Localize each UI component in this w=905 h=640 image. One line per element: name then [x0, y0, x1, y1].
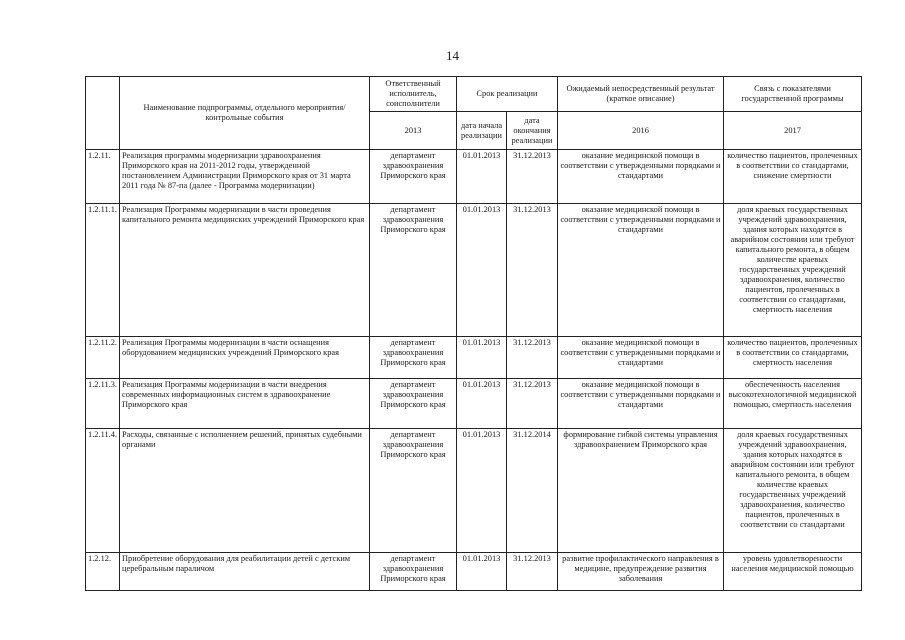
row-indicator-link: количество пациентов, пролеченных в соответствии со стандартами, снижение смертности	[724, 150, 862, 204]
row-start-date: 01.01.2013	[457, 150, 507, 204]
code-header	[86, 77, 120, 150]
row-responsible: департамент здравоохранения Приморского края	[370, 337, 457, 379]
row-name: Расходы, связанные с исполнением решений, принятых судебными органами	[120, 429, 370, 553]
row-responsible: департамент здравоохранения Приморского края	[370, 379, 457, 429]
row-code: 1.2.11.3.	[86, 379, 120, 429]
row-result: формирование гибкой системы управления здравоохранением Приморского края	[558, 429, 724, 553]
row-result: развитие профилактического направления в медицине, предупреждение развития заболевания	[558, 553, 724, 591]
row-indicator-link: количество пациентов, пролеченных в соответствии со стандартами, смертность населения	[724, 337, 862, 379]
row-end-date: 31.12.2013	[507, 553, 558, 591]
table-row	[86, 429, 862, 553]
year-2016-header: 2016	[558, 112, 724, 150]
table-row	[86, 150, 862, 204]
row-end-date: 31.12.2013	[507, 379, 558, 429]
row-responsible: департамент здравоохранения Приморского края	[370, 553, 457, 591]
row-code: 1.2.11.	[86, 150, 120, 204]
row-start-date: 01.01.2013	[457, 337, 507, 379]
row-result: оказание медицинской помощи в соответствии с утвержденными порядками и стандартами	[558, 204, 724, 337]
row-name: Реализация Программы модернизации в части проведения капитального ремонта медицинских учреждений Приморского края	[120, 204, 370, 337]
row-indicator-link: доля краевых государственных учреждений здравоохранения, здания которых находятся в аварийном состоянии или требуют капитального ремонта, в общем количестве краевых государственных учреждений здравоохранения, количество пациентов, пролеченных в соответствии со стандартами, смертность населения	[724, 204, 862, 337]
term-header: Срок реализации	[457, 77, 558, 112]
year-2017-header: 2017	[724, 112, 862, 150]
row-indicator-link: обеспеченность населения высокотехнологичной медицинской помощью, смертность населения	[724, 379, 862, 429]
indicator-link-header: Связь с показателями государственной программы	[724, 77, 862, 112]
year-2013-header: 2013	[370, 112, 457, 150]
row-responsible: департамент здравоохранения Приморского края	[370, 204, 457, 337]
row-name: Приобретение оборудования для реабилитации детей с детским церебральным параличом	[120, 553, 370, 591]
end-date-header: дата окончания реализации	[507, 112, 558, 150]
row-start-date: 01.01.2013	[457, 379, 507, 429]
measures-table	[85, 76, 862, 591]
row-end-date: 31.12.2014	[507, 429, 558, 553]
expected-result-header: Ожидаемый непосредственный результат (краткое описание)	[558, 77, 724, 112]
row-indicator-link: уровень удовлетворенности населения медицинской помощью	[724, 553, 862, 591]
row-end-date: 31.12.2013	[507, 204, 558, 337]
row-indicator-link: доля краевых государственных учреждений здравоохранения, здания которых находятся в аварийном состоянии или требуют капитального ремонта, в общем количестве краевых государственных учреждений здравоохранения, количество пациентов, пролеченных в соответствии со стандартами	[724, 429, 862, 553]
row-name: Реализация Программы модернизации в части внедрения современных информационных систем в здравоохранение Приморского края	[120, 379, 370, 429]
row-code: 1.2.12.	[86, 553, 120, 591]
row-end-date: 31.12.2013	[507, 337, 558, 379]
table-row	[86, 379, 862, 429]
row-code: 1.2.11.2.	[86, 337, 120, 379]
row-end-date: 31.12.2013	[507, 150, 558, 204]
start-date-header: дата начала реализации	[457, 112, 507, 150]
table-row	[86, 204, 862, 337]
row-result: оказание медицинской помощи в соответствии с утвержденными порядками и стандартами	[558, 150, 724, 204]
responsible-header: Ответственный исполнитель, соисполнители	[370, 77, 457, 112]
row-start-date: 01.01.2013	[457, 429, 507, 553]
table-row	[86, 553, 862, 591]
row-start-date: 01.01.2013	[457, 553, 507, 591]
header-row-1	[86, 77, 862, 112]
row-responsible: департамент здравоохранения Приморского края	[370, 150, 457, 204]
row-code: 1.2.11.4.	[86, 429, 120, 553]
row-start-date: 01.01.2013	[457, 204, 507, 337]
row-code: 1.2.11.1.	[86, 204, 120, 337]
row-result: оказание медицинской помощи в соответствии с утвержденными порядками и стандартами	[558, 379, 724, 429]
row-name: Реализация Программы модернизации в части оснащения оборудованием медицинских учреждений Приморского края	[120, 337, 370, 379]
page-number: 14	[446, 48, 459, 63]
row-result: оказание медицинской помощи в соответствии с утвержденными порядками и стандартами	[558, 337, 724, 379]
name-header: Наименование подпрограммы, отдельного мероприятия/контрольные события	[120, 77, 370, 150]
row-name: Реализация программы модернизации здравоохранения Приморского края на 2011-2012 годы, утвержденной постановлением Администрации Приморского края от 31 марта 2011 года № 87-па (далее - Программа модернизации)	[120, 150, 370, 204]
row-responsible: департамент здравоохранения Приморского края	[370, 429, 457, 553]
table-row	[86, 337, 862, 379]
